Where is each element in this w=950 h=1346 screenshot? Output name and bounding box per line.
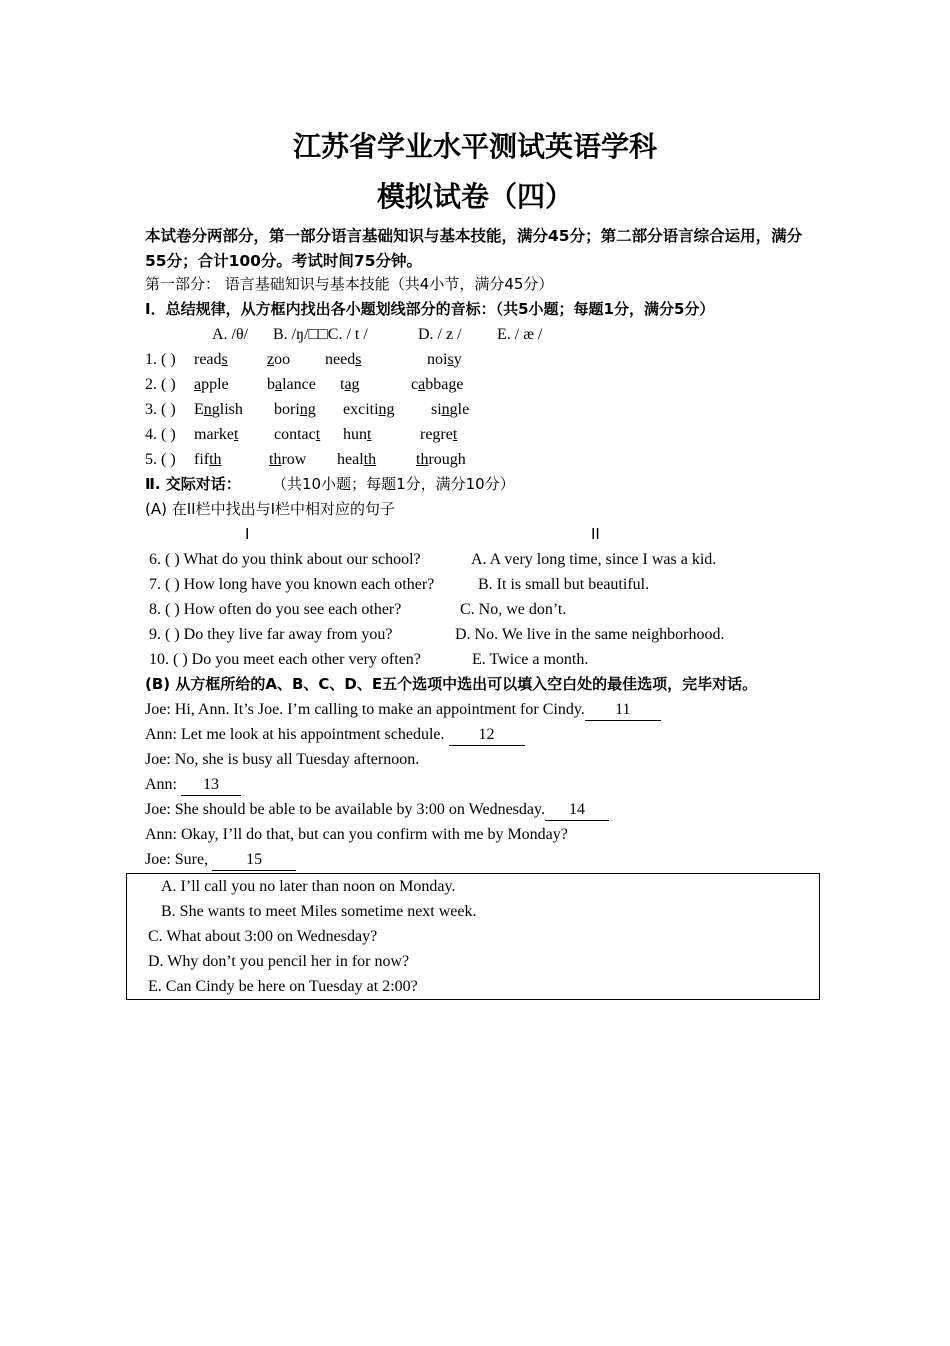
word: cabbage <box>411 376 464 393</box>
match-question: 6. ( ) What do you think about our school? <box>149 551 421 568</box>
word: single <box>431 401 470 418</box>
answer-blank[interactable]: 14 <box>545 800 609 821</box>
dialogue-line: Joe: Hi, Ann. It’s Joe. I’m calling to make an appointment for Cindy. 11 <box>145 697 661 722</box>
word: health <box>337 451 377 468</box>
phonetic-a: A. /θ/ <box>212 326 249 343</box>
match-answer: D. No. We live in the same neighborhood. <box>455 626 725 643</box>
word: reads <box>194 351 228 368</box>
word: tag <box>340 376 360 393</box>
option-item: E. Can Cindy be here on Tuesday at 2:00? <box>148 978 418 995</box>
question-row <box>145 372 545 397</box>
question-number: 1. ( ) <box>145 351 176 368</box>
section1-heading: Ⅰ．总结规律，从方框内找出各小题划线部分的音标：（共5小题；每题1分，满分5分） <box>145 300 715 318</box>
match-question: 7. ( ) How long have you known each other? <box>149 576 435 593</box>
word: apple <box>194 376 229 393</box>
dialogue-line: Ann: Okay, I’ll do that, but can you confirm with me by Monday? <box>145 826 568 843</box>
option-item: A. I’ll call you no later than noon on Monday. <box>161 878 456 895</box>
match-row <box>145 597 765 622</box>
match-row <box>145 647 765 672</box>
match-answer: E. Twice a month. <box>472 651 589 668</box>
match-row <box>145 572 765 597</box>
column-headers <box>145 522 745 547</box>
word: regret <box>420 426 458 443</box>
partB-heading: (B) 从方框所给的A、B、C、D、E五个选项中选出可以填入空白处的最佳选项，完毕对话。 <box>145 675 758 693</box>
dialogue-line: Ann: Let me look at his appointment schedule. 12 <box>145 722 525 747</box>
section2-note: （共10小题；每题1分，满分10分） <box>272 475 515 493</box>
part1-heading: 第一部分： 语言基础知识与基本技能（共4小节，满分45分） <box>145 275 554 293</box>
answer-blank[interactable]: 11 <box>585 700 661 721</box>
match-row <box>145 547 765 572</box>
partA-heading: (A) 在II栏中找出与I栏中相对应的句子 <box>145 500 396 518</box>
word: zoo <box>267 351 291 368</box>
match-row <box>145 622 765 647</box>
answer-blank[interactable]: 12 <box>449 725 525 746</box>
word: balance <box>267 376 316 393</box>
word: noisy <box>427 351 462 368</box>
exam-title: 江苏省学业水平测试英语学科 <box>292 130 657 163</box>
match-question: 8. ( ) How often do you see each other? <box>149 601 402 618</box>
dialogue-line: Joe: She should be able to be available by 3:00 on Wednesday. 14 <box>145 797 609 822</box>
dialogue-line: Joe: No, she is busy all Tuesday afternoon. <box>145 751 420 768</box>
word: boring <box>274 401 316 418</box>
match-answer: A. A very long time, since I was a kid. <box>471 551 717 568</box>
word: throw <box>269 451 307 468</box>
column-ii-header: II <box>591 525 600 543</box>
column-i-header: I <box>245 525 250 543</box>
question-number: 5. ( ) <box>145 451 176 468</box>
answer-blank[interactable]: 15 <box>212 850 296 871</box>
question-row <box>145 347 545 372</box>
options-box <box>126 873 820 1000</box>
phonetic-b-c: B. /ŋ/□□C. / t / <box>273 326 368 343</box>
word: fifth <box>194 451 222 468</box>
exam-intro: 本试卷分两部分，第一部分语言基础知识与基本技能，满分45分；第二部分语言综合运用，满分55分；合计100分。考试时间75分钟。 <box>145 227 803 270</box>
word: contact <box>274 426 321 443</box>
word: exciting <box>343 401 395 418</box>
match-question: 9. ( ) Do they live far away from you? <box>149 626 393 643</box>
dialogue-line: Joe: Sure, 15 <box>145 847 296 872</box>
question-row <box>145 397 545 422</box>
answer-blank[interactable]: 13 <box>181 775 241 796</box>
match-question: 10. ( ) Do you meet each other very often? <box>149 651 421 668</box>
match-answer: B. It is small but beautiful. <box>478 576 650 593</box>
question-row <box>145 447 545 472</box>
phonetic-e: E. / æ / <box>497 326 543 343</box>
option-item: C. What about 3:00 on Wednesday? <box>148 928 378 945</box>
question-row <box>145 422 545 447</box>
option-item: B. She wants to meet Miles sometime next week. <box>161 903 477 920</box>
question-number: 3. ( ) <box>145 401 176 418</box>
question-number: 2. ( ) <box>145 376 176 393</box>
match-answer: C. No, we don’t. <box>460 601 567 618</box>
word: through <box>416 451 466 468</box>
section2-heading-row <box>145 472 745 497</box>
question-number: 4. ( ) <box>145 426 176 443</box>
phonetic-d: D. / z / <box>418 326 462 343</box>
word: hunt <box>343 426 372 443</box>
option-item: D. Why don’t you pencil her in for now? <box>148 953 410 970</box>
section2-heading: Ⅱ. 交际对话： <box>145 475 241 493</box>
dialogue-line: Ann: 13 <box>145 772 241 797</box>
word: needs <box>325 351 362 368</box>
exam-subtitle: 模拟试卷（四） <box>376 180 573 213</box>
phonetic-options <box>145 322 745 347</box>
word: market <box>194 426 239 443</box>
word: English <box>194 401 243 418</box>
